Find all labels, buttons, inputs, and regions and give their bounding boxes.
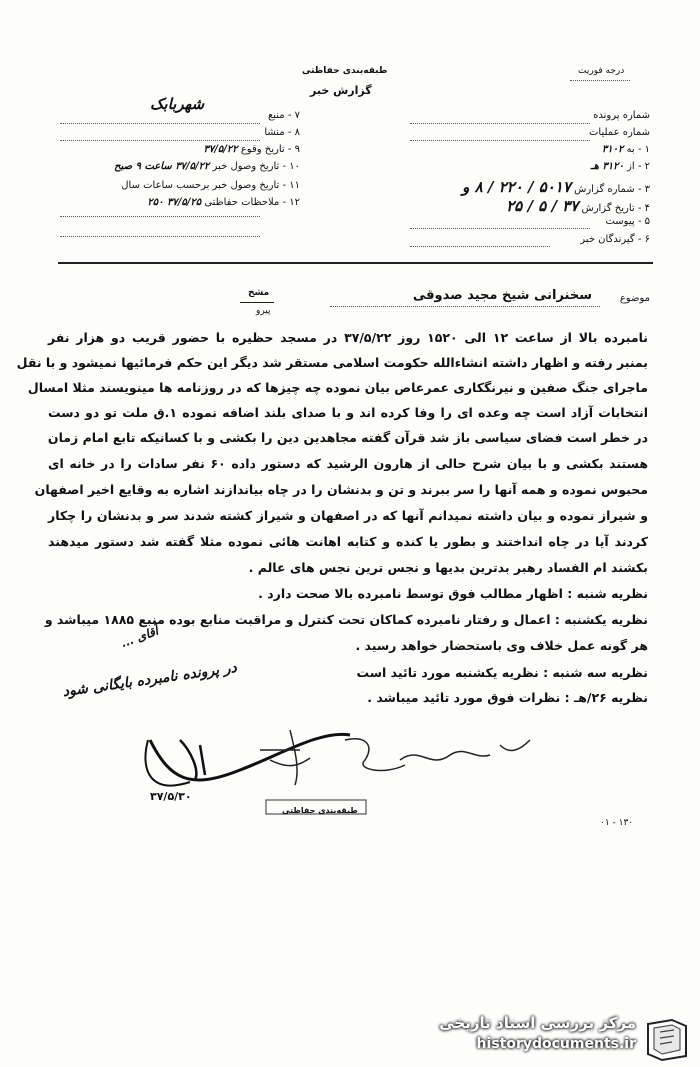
signatures: [0, 700, 700, 860]
watermark-title: مرکز بررسی اسناد تاریخی: [439, 1014, 636, 1032]
subject-underline: [240, 302, 274, 303]
signature-left-mark: [180, 740, 205, 780]
body-line: بمنبر رفته و اظهار داشته انشاءالله حکومت اسلامی مستقر شد دیگر این حکم فرمائیها نمیشود و با نقل: [16, 355, 648, 370]
note-line: نظریه یکشنبه : اعمال و رفتار نامبرده کماکان تحت کنترل و مراقبت منابع بوده منبع ۱۸۸۵ میباشد و: [44, 612, 648, 627]
header-divider: [58, 262, 653, 264]
classification-label: درجه فوریت: [578, 66, 625, 76]
footer-code: ۰۱ - ۱۳۰: [600, 818, 634, 828]
subject-label: موضوع: [619, 293, 650, 304]
bottom-stamp: طبقه‌بندی حفاظتی: [282, 806, 358, 815]
subject-value: سخنرانی شیخ مجید صدوقی: [412, 288, 592, 303]
body-line: محبوس نموده و همه آنها را سر ببرند و تن و بدنشان را در چاه بیاندازند اشاره به وقایع اخیر اصفهان: [34, 482, 648, 497]
body-line: در خطر است فضای سیاسی باز شد قرآن گفته مجاهدین دین را بکشی و با کسانیکه تابع امام زمان: [47, 430, 648, 445]
right-field-6: ۶ - گیرندگان خبر: [580, 234, 650, 245]
note-line: نظریه شنبه : اظهار مطالب فوق توسط نامبرده بالا صحت دارد .: [258, 586, 648, 601]
signature-center2: [345, 739, 405, 771]
left-field-11: ۱۱ - تاریخ وصول خبر برحسب ساعات سال: [121, 180, 300, 191]
body-line: ماجرای جنگ صفین و نیرنگکاری عمرعاص بیان نموده چه چیزها که در روزنامه ها مینویسند مثلا امسال: [27, 380, 648, 395]
left-field-7-label: ۷ - منبع: [267, 110, 300, 121]
body-line: کردند آیا در چاه انداختند و بطور یا کنده و کتابه اهانت هائی نموده مثلا گفته شد دستور میدهند: [48, 534, 648, 549]
handwritten-margin-note: در پرونده نامبرده بایگانی شود: [61, 659, 238, 701]
margin-label-b: پیرو: [256, 306, 271, 316]
agency-stamp: طبقه‌بندی حفاظتی: [302, 66, 388, 76]
watermark-logo-icon: [642, 1016, 692, 1062]
note-line: نظریه ۲۶/هـ : نظرات فوق مورد تائید میباشد .: [367, 690, 648, 705]
left-field-9: ۹ - تاریخ وقوع ۳۷/۵/۲۲: [203, 144, 300, 155]
body-line: هستند بکشی و با بیان شرح حالی از هارون الرشید که دستور داده ۶۰ نفر سادات را در خانه ای: [48, 456, 648, 471]
body-line: بکشند ام الفساد رهبر بدترین بدیها و نجس ترین نجس های عالم .: [248, 560, 648, 575]
right-field-file: شماره پرونده: [593, 110, 650, 121]
watermark: [418, 1014, 698, 1064]
classification-underline: [570, 80, 630, 81]
left-field-8-label: ۸ - منشا: [264, 127, 300, 138]
right-field-1: ۱ - به ۳۱۰۲: [601, 144, 650, 155]
unit-handwritten: شهربابک: [150, 95, 205, 113]
right-field-3: ۳ - شماره گزارش ۵۰۱۷ / ۲۲۰ / ۸ و: [462, 178, 650, 196]
left-field-12: ۱۲ - ملاحظات حفاظتی ۳۷/۵/۲۵ ۲۵۰: [147, 197, 300, 208]
signature-right: [400, 740, 530, 760]
right-field-2: ۲ - از ۳۱۲۰ هـ: [590, 161, 650, 172]
right-field-5: ۵ - پیوست: [605, 216, 650, 227]
body-line: و شیراز نموده و بیان داشته نمیدانم آنها که در اصفهان و شیراز کشته شدند سر و بدنشان را چکار: [48, 508, 648, 523]
body-line: نامبرده بالا از ساعت ۱۲ الی ۱۵۲۰ روز ۳۷/۵/۲۲ در مسجد حظیره با حضور قریب دو هزار نفر: [48, 330, 648, 345]
handwritten-margin-top: آقای ...: [118, 623, 161, 651]
right-field-ops: شماره عملیات: [589, 127, 650, 138]
body-line: انتخابات آزاد است چه وعده ای را وفا کرده اند و با صدای بلند اضافه نموده ۱.ق ملت تو دو دست: [48, 405, 648, 420]
note-line: نظریه سه شنبه : نظریه یکشنبه مورد تائید است: [356, 665, 648, 680]
right-field-4: ۴ - تاریخ گزارش ۳۷ / ۵ / ۲۵: [506, 197, 650, 215]
form-title: گزارش خبر: [310, 84, 372, 97]
left-field-10: ۱۰ - تاریخ وصول خبر ۳۷/۵/۲۲ ساعت ۹ صبح: [114, 161, 300, 172]
margin-label-a: مشخ: [248, 288, 270, 298]
watermark-url: historydocuments.ir: [476, 1036, 636, 1052]
signature-date: ۳۷/۵/۳۰: [150, 790, 192, 803]
note-line: هر گونه عمل خلاف وی باستحضار خواهد رسید .: [355, 638, 648, 653]
